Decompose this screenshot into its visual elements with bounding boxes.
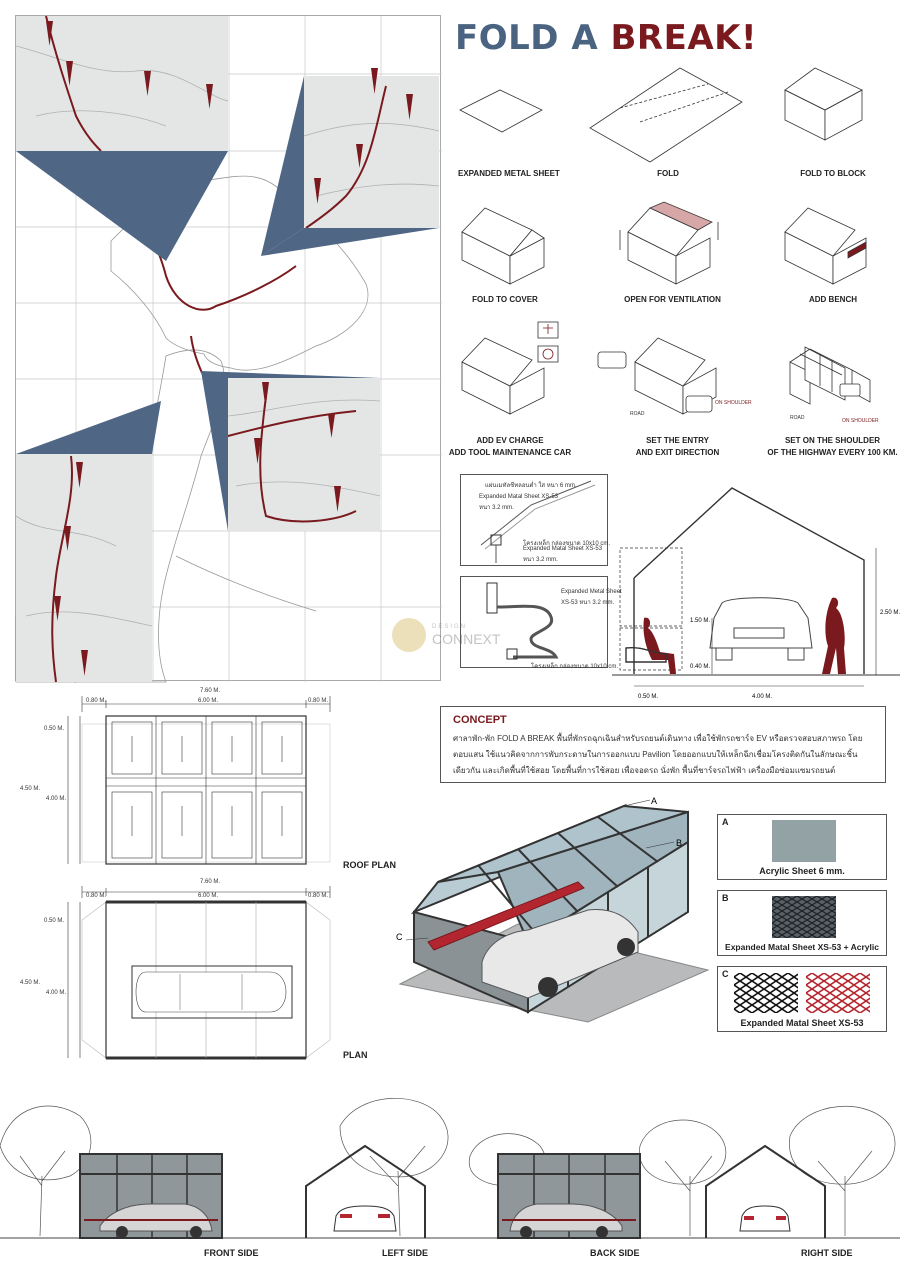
roof-plan-dim-w-left: 0.80 M. <box>86 698 107 704</box>
detail1-note1: แผ่นเมทัลชีทลอนต่ำ ใส หนา 6 mm. <box>485 483 577 489</box>
roof-plan-dim-total-w: 7.60 M. <box>200 688 221 694</box>
step1-sheet <box>460 90 542 132</box>
map-panel-central <box>228 378 380 531</box>
material-a-letter: A <box>722 817 729 827</box>
concept-box <box>440 706 886 783</box>
roof-plan-dim-w-mid: 6.00 M. <box>198 698 219 704</box>
section-dim-w2: 4.00 M. <box>752 694 773 700</box>
elevation-label-right: RIGHT SIDE <box>801 1248 853 1258</box>
step-label-set-shoulder: SET ON THE SHOULDER <box>784 436 881 445</box>
iso-callout-a: A <box>651 796 658 806</box>
material-box-c <box>717 966 887 1032</box>
step-label-fold-to-block: FOLD TO BLOCK <box>800 169 866 178</box>
plan-dim-h-mid: 4.00 M. <box>46 990 67 996</box>
step9-shoulder <box>790 347 870 404</box>
roof-plan-dim-h-mid: 4.00 M. <box>46 796 67 802</box>
elevations-drawing <box>0 1086 900 1246</box>
section-drawing <box>612 478 900 704</box>
plan-dim-total-w: 7.60 M. <box>200 879 221 885</box>
step-label-add-bench: ADD BENCH <box>809 295 857 304</box>
step8-shoulder-label: ON SHOULDER <box>715 400 752 406</box>
title-part-2: BREAK! <box>610 18 758 58</box>
detail-box-roof <box>460 474 611 566</box>
material-c-letter: C <box>722 969 729 979</box>
roof-plan-label: ROOF PLAN <box>343 860 396 870</box>
material-a-swatch <box>772 820 836 862</box>
step-label-set-entry: SET THE ENTRY <box>646 436 709 445</box>
page-title <box>455 18 757 58</box>
step9-road-label: ROAD <box>790 415 805 421</box>
route-map <box>15 15 441 681</box>
detail2-note2: XS-53 หนา 3.2 mm. <box>561 600 615 606</box>
isometric-pavilion <box>398 792 710 1024</box>
roof-plan-dim-h-top: 0.50 M. <box>44 726 65 732</box>
detail2-note1: Expanded Metal Sheet <box>561 589 622 595</box>
material-b-swatch <box>772 896 836 938</box>
detail1-note6: หนา 3.2 mm. <box>523 557 558 563</box>
section-dim-height-total: 2.50 M. <box>880 610 900 616</box>
material-box-a <box>717 814 887 880</box>
section-dim-bench-h1: 1.50 M. <box>690 618 711 624</box>
step3-block <box>785 90 825 140</box>
map-drawing <box>16 16 442 682</box>
elevation-label-left: LEFT SIDE <box>382 1248 429 1258</box>
material-c-caption: Expanded Matal Sheet XS-53 <box>740 1018 864 1028</box>
tool-icon <box>538 346 558 362</box>
detail1-note3: หนา 3.2 mm. <box>479 505 514 511</box>
callout-wedge-north <box>16 151 228 261</box>
step-label-fold-to-cover: FOLD TO COVER <box>472 295 538 304</box>
concept-body: ศาลาพัก-พัก FOLD A BREAK พื้นที่พักรถฉุกเฉินสำหรับรถยนต์เดินทาง เพื่อใช้พักรถชาร์จ EV หรือตรวจสอบสภาพรถ โดยตอบแสน ใช้แนวคิดจากการพับกระดาษในการออกแบบ Pavilion โดยออกแบบให้เหล็กฉีกเชื่อมโครงติดกันในลักษณะชิ้นเดียวกัน และเกิดพื้นที่ใช้สอย โดยพื้นที่การใช้สอย เพื่อจอดรถ นั่งพัก พื้นที่ชาร์จรถไฟฟ้า เครื่องมือซ่อมแซมรถยนต์ <box>453 734 863 775</box>
watermark-circle-icon <box>392 618 426 652</box>
section-dim-bench-h2: 0.40 M. <box>690 664 711 670</box>
callout-wedge-northeast <box>261 76 304 256</box>
map-panel-north <box>16 16 228 151</box>
material-c-swatch <box>734 973 874 1013</box>
elevation-back <box>498 1154 640 1238</box>
step-label-expanded-metal-sheet: EXPANDED METAL SHEET <box>458 169 560 178</box>
roof-plan-drawing <box>20 686 340 870</box>
folding-steps-diagram <box>450 62 890 472</box>
plan-dim-w-mid: 6.00 M. <box>198 893 219 899</box>
section-person-standing <box>822 598 846 674</box>
step-label-every-100km: OF THE HIGHWAY EVERY 100 KM. <box>767 448 898 457</box>
step8-road-label: ROAD <box>630 411 645 417</box>
plan-dim-h-total: 4.50 M. <box>20 980 41 986</box>
iso-callout-b: B <box>676 838 683 848</box>
detail1-note4: โครงเหล็ก กล่องขนาด 10x10 cm. <box>523 541 611 547</box>
plan-dim-w-right: 0.80 M. <box>308 893 329 899</box>
material-a-caption: Acrylic Sheet 6 mm. <box>759 866 845 876</box>
material-box-b <box>717 890 887 956</box>
step-label-add-tool: ADD TOOL MAINTENANCE CAR <box>448 448 572 457</box>
iso-callout-c: C <box>396 932 403 942</box>
step2-fold <box>590 68 742 162</box>
material-b-caption: Expanded Matal Sheet XS-53 + Acrylic <box>725 942 879 952</box>
detail1-note2: Expanded Matal Sheet XS-53 <box>479 494 559 500</box>
roof-plan-dim-w-right: 0.80 M. <box>308 698 329 704</box>
step-label-open-ventilation: OPEN FOR VENTILATION <box>624 295 721 304</box>
elevation-left <box>306 1146 425 1238</box>
roof-plan-dim-h-total: 4.50 M. <box>20 786 41 792</box>
detail2-note3: โครงเหล็ก กล่องขนาด 10x10 cm. <box>531 664 619 670</box>
plan-dim-h-top: 0.50 M. <box>44 918 65 924</box>
detail-box-bench <box>460 576 622 670</box>
elevation-right <box>706 1146 825 1238</box>
elevation-label-back: BACK SIDE <box>590 1248 640 1258</box>
step9-shoulder-label: ON SHOULDER <box>842 418 879 424</box>
detail1-note5: Expanded Matal Sheet XS-53 <box>523 546 603 552</box>
section-dim-w1: 0.50 M. <box>638 694 659 700</box>
plan-label: PLAN <box>343 1050 368 1060</box>
step-label-add-ev-charge: ADD EV CHARGE <box>476 436 544 445</box>
plan-dim-w-left: 0.80 M. <box>86 893 107 899</box>
plan-car <box>136 972 286 1012</box>
concept-heading: CONCEPT <box>453 714 507 726</box>
section-car <box>710 598 812 660</box>
map-panel-northeast <box>304 76 439 228</box>
callout-wedge-south <box>16 401 161 454</box>
watermark-main-text: CONNEXT <box>432 631 501 647</box>
material-b-letter: B <box>722 893 729 903</box>
elevation-label-front: FRONT SIDE <box>204 1248 259 1258</box>
title-part-1: FOLD A <box>455 18 611 58</box>
map-panel-south <box>16 454 152 682</box>
step-label-exit-direction: AND EXIT DIRECTION <box>635 448 720 457</box>
watermark-top-text: DESIGN <box>432 624 468 630</box>
elevation-front <box>80 1154 222 1238</box>
step-label-fold: FOLD <box>657 169 679 178</box>
plan-drawing <box>20 880 340 1064</box>
